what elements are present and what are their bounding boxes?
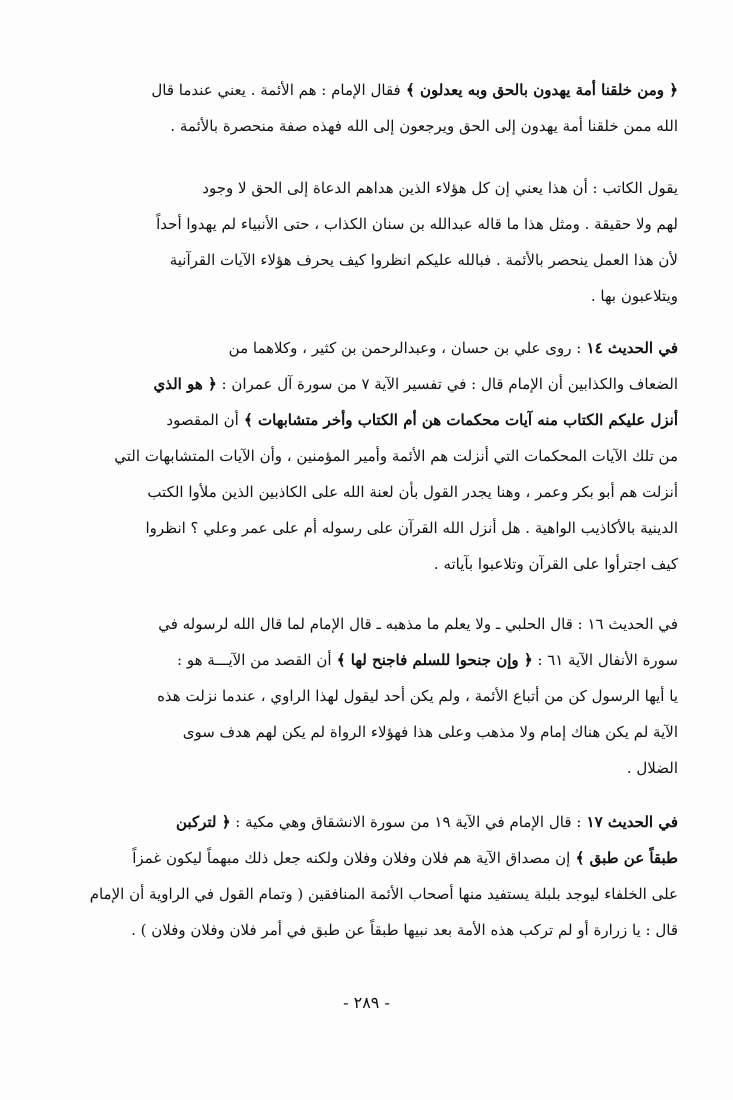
paragraph [64, 606, 678, 786]
text-line [64, 402, 678, 438]
text-segment: كيف اجترأوا على القرآن وتلاعبوا بآياته . [433, 555, 678, 573]
text-segment: الله ممن خلقنا أمة يهدون إلى الحق ويرجعون إلى الله فهذه صفة منحصرة بالأئمة . [170, 117, 678, 135]
text-segment: أن القصد من الآيـــة هو : [177, 651, 332, 669]
text-line [64, 278, 678, 314]
text-line [64, 330, 678, 366]
text-line [64, 840, 678, 876]
page-number: - ٢٨٩ - [343, 993, 390, 1012]
bold-text-segment: طبقاً عن طبق ﴾ [570, 849, 678, 867]
text-segment: يا أيها الرسول كن من أتباع الأئمة ، ولم يكن أحد ليقول لهذا الراوي ، عندما نزلت هذه [157, 687, 678, 705]
bold-text-segment: في الحديث ١٤ [581, 339, 678, 357]
text-line [64, 546, 678, 582]
text-segment: لهم ولا حقيقة . ومثل هذا ما قاله عبدالله بن سنان الكذاب ، حتى الأنبياء لم يهدوا أحداً [156, 215, 678, 233]
bold-text-segment: ﴿ وإن جنحوا للسلم فاجنح لها ﴾ [331, 651, 533, 669]
text-line [64, 438, 678, 474]
text-line [64, 714, 678, 750]
text-segment: الآية لم يكن هناك إمام ولا مذهب وعلى هذا فهؤلاء الرواة لم يكن لهم هدف سوى [182, 723, 678, 741]
text-segment: أنزلت هم أبو بكر وعمر ، وهنا يجدر القول بأن لعنة الله على الكاذبين الذين ملأوا الكتب [147, 483, 678, 501]
text-line [64, 750, 678, 786]
text-segment: يقول الكاتب : أن هذا يعني إن كل هؤلاء الذين هداهم الدعاة إلى الحق لا وجود [202, 179, 678, 197]
text-line [64, 804, 678, 840]
text-segment: الدينية بالأكاذيب الواهية . هل أنزل الله القرآن على رسوله أم على عمر وعلي ؟ انظروا [145, 519, 678, 537]
text-line [64, 474, 678, 510]
bold-text-segment: ﴿ ومن خلقنا أمة يهدون بالحق وبه يعدلون ﴾ [400, 81, 678, 99]
text-segment: في الحديث ١٦ : قال الحلبي ـ ولا يعلم ما مذهبه ـ قال الإمام لما قال الله لرسوله في [158, 615, 678, 633]
bold-text-segment: ﴿ هو الذي [153, 375, 217, 393]
text-segment: لأن هذا العمل ينحصر بالأئمة . فبالله عليكم انظروا كيف يحرف هؤلاء الآيات القرآنية [169, 251, 678, 269]
text-segment: سورة الأنفال الآية ٦١ : [532, 651, 678, 669]
text-segment: أن المقصود [166, 411, 239, 429]
bold-text-segment: في الحديث ١٧ [581, 813, 678, 831]
text-line [64, 642, 678, 678]
text-segment: على الخلفاء ليوجد بلبلة يستفيد منها أصحاب الأئمة المنافقين ( وتمام القول في الراوية أن الإمام [89, 885, 678, 903]
bold-text-segment: أنزل عليكم الكتاب منه آيات محكمات هن أم الكتاب وأخر متشابهات ﴾ [238, 411, 678, 429]
paragraph [64, 330, 678, 582]
paragraph [64, 170, 678, 314]
text-line [64, 606, 678, 642]
text-segment: من تلك الآيات المحكمات التي أنزلت هم الأئمة وأمير المؤمنين ، وأن الآيات المتشابهات التي [114, 447, 678, 465]
text-line [64, 366, 678, 402]
text-segment: : قال الإمام في الآية ١٩ من سورة الانشقاق وهي مكية : [230, 813, 582, 831]
text-segment: : روى علي بن حسان ، وعبدالرحمن بن كثير ، وكلاهما من [228, 339, 582, 357]
text-line [64, 206, 678, 242]
text-line [64, 876, 678, 912]
text-segment: الضلال . [626, 759, 678, 777]
text-line [64, 170, 678, 206]
text-segment: قال : يا زرارة أو لم تركب هذه الأمة بعد نبيها طبقاً عن طبق في أمر فلان وفلان وفلان ) . [131, 921, 678, 939]
paragraph [64, 72, 678, 144]
text-line [64, 108, 678, 144]
text-line [64, 242, 678, 278]
paragraph [64, 804, 678, 948]
text-line [64, 510, 678, 546]
text-line [64, 678, 678, 714]
text-line [64, 912, 678, 948]
bold-text-segment: ﴿ لتركبن [176, 813, 231, 831]
text-segment: إن مصداق الآية هم فلان وفلان وفلان ولكنه جعل ذلك مبهماً ليكون غمزاً [132, 849, 571, 867]
text-segment: فقال الإمام : هم الأئمة . يعني عندما قال [151, 81, 401, 99]
text-segment: الضعاف والكذابين أن الإمام قال : في تفسير الآية ٧ من سورة آل عمران : [216, 375, 678, 393]
text-segment: ويتلاعبون بها . [590, 287, 678, 305]
text-line [64, 72, 678, 108]
